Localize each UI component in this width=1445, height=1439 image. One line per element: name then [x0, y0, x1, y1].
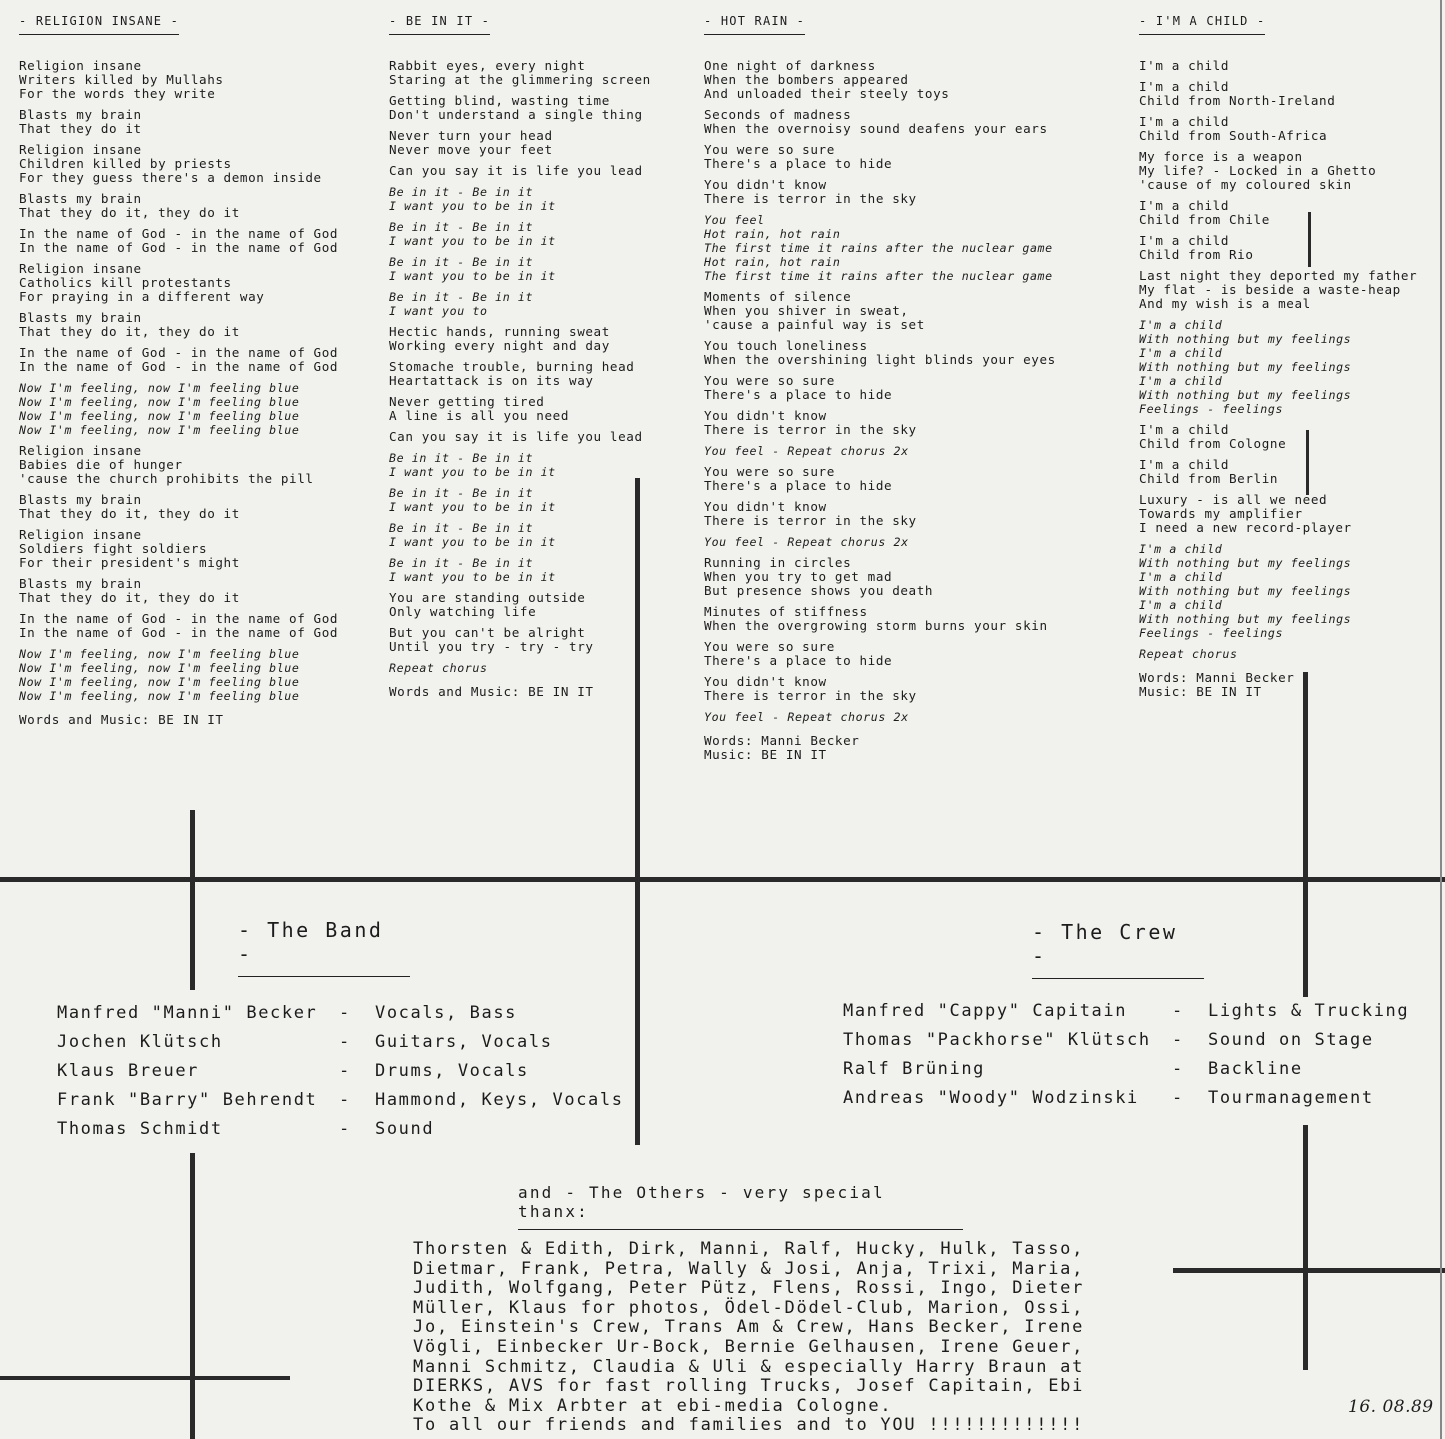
lyric-line: When the overshining light blinds your eyes: [704, 352, 1056, 367]
lyric-line: Feelings - feelings: [1139, 626, 1284, 640]
song-credit: [1139, 671, 1417, 699]
thanks-line: Thorsten & Edith, Dirk, Manni, Ralf, Hucky, Hulk, Tasso,: [413, 1239, 1085, 1259]
lyric-line: There is terror in the sky: [704, 191, 917, 206]
stanza: [1139, 199, 1417, 227]
band-member-name: Frank "Barry" Behrendt: [57, 1090, 318, 1110]
stanza: [1139, 80, 1417, 108]
lyric-line: When you try to get mad: [704, 569, 893, 584]
divider-line: [190, 810, 195, 990]
lyric-line: When the overnoisy sound deafens your ears: [704, 121, 1048, 136]
lyric-line: You were so sure: [704, 639, 835, 654]
lyric-line: With nothing but my feelings: [1139, 388, 1352, 402]
lyric-line: Staring at the glimmering screen: [389, 72, 651, 87]
lyric-line: That they do it, they do it: [19, 324, 240, 339]
song-title: - I'M A CHILD -: [1139, 14, 1265, 35]
lyric-line: Blasts my brain: [19, 492, 142, 507]
lyric-line: I'm a child: [1139, 233, 1230, 248]
lyric-line: Hectic hands, running sweat: [389, 324, 610, 339]
lyric-line: You feel: [704, 213, 765, 227]
stanza: [19, 528, 338, 570]
stanza: [1139, 458, 1417, 486]
lyric-line: Child from Cologne: [1139, 436, 1287, 451]
lyric-line: I want you to be in it: [389, 500, 556, 514]
song-credit: [704, 734, 1056, 762]
lyric-line: Minutes of stiffness: [704, 604, 868, 619]
stanza: [704, 535, 1056, 549]
stanza: [1139, 542, 1417, 640]
lyric-line: Child from Berlin: [1139, 471, 1279, 486]
lyric-line: That they do it: [19, 121, 142, 136]
crew-member-dash: -: [1172, 1088, 1184, 1108]
stanza: [19, 143, 338, 185]
band-member-dash: -: [339, 1032, 351, 1052]
stanza: [1139, 115, 1417, 143]
stanza: [389, 451, 651, 479]
stanza: [389, 591, 651, 619]
band-member-row: [57, 1090, 637, 1119]
lyric-line: Babies die of hunger: [19, 457, 183, 472]
lyric-line: Child from North-Ireland: [1139, 93, 1336, 108]
lyric-line: In the name of God - in the name of God: [19, 226, 339, 241]
lyric-line: But presence shows you death: [704, 583, 934, 598]
crew-member-row: [843, 1088, 1443, 1117]
lyric-line: With nothing but my feelings: [1139, 332, 1352, 346]
lyric-line: I'm a child: [1139, 346, 1223, 360]
lyric-line: With nothing but my feelings: [1139, 584, 1352, 598]
band-member-dash: -: [339, 1003, 351, 1023]
stanza: [1139, 150, 1417, 192]
band-member-dash: -: [339, 1061, 351, 1081]
lyric-line: You feel - Repeat chorus 2x: [704, 710, 909, 724]
stanza: [19, 262, 338, 304]
stanza: [19, 612, 338, 640]
lyric-line: Children killed by priests: [19, 156, 232, 171]
lyric-line: The first time it rains after the nuclear game: [704, 269, 1053, 283]
stanza: [389, 626, 651, 654]
handwritten-date: 16. 08.89: [1348, 1397, 1434, 1417]
stanza: [704, 213, 1056, 283]
lyric-line: I'm a child: [1139, 114, 1230, 129]
band-member-role: Hammond, Keys, Vocals: [375, 1090, 624, 1110]
lyric-line: There's a place to hide: [704, 478, 893, 493]
song-title: - HOT RAIN -: [704, 14, 805, 35]
lyric-line: I'm a child: [1139, 598, 1223, 612]
lyric-line: Never getting tired: [389, 394, 545, 409]
lyric-line: You touch loneliness: [704, 338, 868, 353]
lyric-line: There is terror in the sky: [704, 688, 917, 703]
lyric-line: Towards my amplifier: [1139, 506, 1303, 521]
lyric-line: I want you to be in it: [389, 570, 556, 584]
band-member-dash: -: [339, 1090, 351, 1110]
lyric-line: You are standing outside: [389, 590, 586, 605]
lyric-line: Be in it - Be in it: [389, 521, 534, 535]
stanza: [389, 164, 651, 178]
crew-member-row: [843, 1001, 1443, 1030]
lyric-line: Religion insane: [19, 142, 142, 157]
stanza: [19, 346, 338, 374]
stanza: [704, 444, 1056, 458]
lyric-line: There is terror in the sky: [704, 422, 917, 437]
stanza: [704, 108, 1056, 136]
lyric-line: I'm a child: [1139, 570, 1223, 584]
thanks-line: Jo, Einstein's Crew, Trans Am & Crew, Hans Becker, Irene: [413, 1317, 1085, 1338]
lyric-line: When the bombers appeared: [704, 72, 909, 87]
thanks-line: Kothe & Mix Arbter at ebi-media Cologne.: [413, 1395, 893, 1416]
lyric-line: There's a place to hide: [704, 156, 893, 171]
stanza: [704, 556, 1056, 598]
lyric-line: You didn't know: [704, 499, 827, 514]
lyric-line: Child from South-Africa: [1139, 128, 1328, 143]
lyric-line: You feel - Repeat chorus 2x: [704, 535, 909, 549]
lyric-line: Religion insane: [19, 443, 142, 458]
song-religion-insane: [19, 14, 338, 727]
stanza: [704, 640, 1056, 668]
lyric-line: That they do it, they do it: [19, 506, 240, 521]
lyric-line: Can you say it is life you lead: [389, 429, 643, 444]
lyric-line: You didn't know: [704, 177, 827, 192]
thanks-line: To all our friends and families and to YOU !!!!!!!!!!!!!: [413, 1415, 1085, 1436]
divider-line: [1173, 1268, 1445, 1273]
lyric-line: Moments of silence: [704, 289, 852, 304]
song-credit: [19, 713, 338, 727]
song-hot-rain: [704, 14, 1056, 762]
lyric-line: In the name of God - in the name of God: [19, 625, 339, 640]
stanza: [389, 521, 651, 549]
stanza: [704, 675, 1056, 703]
crew-member-dash: -: [1172, 1059, 1184, 1079]
lyric-line: 'cause a painful way is set: [704, 317, 925, 332]
lyric-line: Be in it - Be in it: [389, 556, 534, 570]
thanks-title: and - The Others - very special thanx:: [518, 1183, 963, 1230]
lyric-line: The first time it rains after the nuclear game: [704, 241, 1053, 255]
stanza: [19, 577, 338, 605]
lyric-line: Stomache trouble, burning head: [389, 359, 635, 374]
crew-member-role: Backline: [1208, 1059, 1303, 1079]
stanza: [19, 227, 338, 255]
stanza: [704, 290, 1056, 332]
band-member-row: [57, 1032, 637, 1061]
lyric-line: Religion insane: [19, 58, 142, 73]
crew-member-name: Manfred "Cappy" Capitain: [843, 1001, 1128, 1021]
lyric-line: You didn't know: [704, 408, 827, 423]
lyric-line: I'm a child: [1139, 374, 1223, 388]
stanza: [1139, 493, 1417, 535]
stanza: [1139, 59, 1417, 73]
thanks-line: Manni Schmitz, Claudia & Uli & especially Harry Braun at: [413, 1356, 1085, 1377]
lyric-line: I'm a child: [1139, 457, 1230, 472]
lyric-line: For they guess there's a demon inside: [19, 170, 322, 185]
lyric-line: Now I'm feeling, now I'm feeling blue: [19, 661, 300, 675]
lyric-line: My life? - Locked in a Ghetto: [1139, 163, 1377, 178]
lyric-line: I'm a child: [1139, 542, 1223, 556]
lyric-line: Writers killed by Mullahs: [19, 72, 224, 87]
lyric-line: I want you to be in it: [389, 465, 556, 479]
stanza: [19, 108, 338, 136]
thanks-text: [413, 1240, 1084, 1436]
lyric-line: In the name of God - in the name of God: [19, 359, 339, 374]
lyric-line: Blasts my brain: [19, 576, 142, 591]
song-title: - RELIGION INSANE -: [19, 14, 179, 35]
lyric-line: In the name of God - in the name of God: [19, 240, 339, 255]
lyric-line: Only watching life: [389, 604, 537, 619]
crew-roster: [843, 1001, 1443, 1117]
stanza: [19, 192, 338, 220]
lyric-line: Child from Rio: [1139, 247, 1254, 262]
lyric-line: When the overgrowing storm burns your skin: [704, 618, 1048, 633]
stanza: [389, 290, 651, 318]
stanza: [389, 661, 651, 675]
lyric-line: 'cause of my coloured skin: [1139, 177, 1352, 192]
lyric-line: I want you to be in it: [389, 234, 556, 248]
lyric-line: You didn't know: [704, 674, 827, 689]
band-title: - The Band -: [238, 918, 410, 977]
song-im-a-child: [1139, 14, 1417, 699]
stanza: [19, 444, 338, 486]
lyric-line: Be in it - Be in it: [389, 451, 534, 465]
lyric-line: 'cause the church prohibits the pill: [19, 471, 314, 486]
lyric-line: Rabbit eyes, every night: [389, 58, 586, 73]
lyric-line: Until you try - try - try: [389, 639, 594, 654]
lyric-line: You were so sure: [704, 373, 835, 388]
lyric-line: Running in circles: [704, 555, 852, 570]
lyric-line: Religion insane: [19, 527, 142, 542]
lyric-line: I want you to be in it: [389, 535, 556, 549]
crew-member-role: Sound on Stage: [1208, 1030, 1374, 1050]
lyric-line: I'm a child: [1139, 58, 1230, 73]
stanza: [389, 430, 651, 444]
lyric-line: Working every night and day: [389, 338, 610, 353]
credit-line: Words: Manni Becker: [1139, 670, 1295, 685]
song-credit: [389, 685, 651, 699]
stanza: [19, 311, 338, 339]
band-member-name: Thomas Schmidt: [57, 1119, 223, 1139]
stanza: [704, 143, 1056, 171]
lyric-line: I want you to be in it: [389, 199, 556, 213]
divider-line: [1303, 672, 1308, 997]
stanza: [704, 59, 1056, 101]
stanza: [704, 710, 1056, 724]
credit-line: Music: BE IN IT: [704, 747, 827, 762]
lyric-line: Soldiers fight soldiers: [19, 541, 208, 556]
lyric-line: A line is all you need: [389, 408, 570, 423]
lyric-line: But you can't be alright: [389, 625, 586, 640]
lyric-line: Blasts my brain: [19, 191, 142, 206]
lyric-line: Be in it - Be in it: [389, 486, 534, 500]
band-member-row: [57, 1119, 637, 1148]
stanza: [1139, 234, 1417, 262]
stanza: [389, 185, 651, 213]
crew-member-name: Andreas "Woody" Wodzinski: [843, 1088, 1139, 1108]
stanza: [704, 605, 1056, 633]
credit-line: Words and Music: BE IN IT: [389, 684, 594, 699]
stanza: [704, 500, 1056, 528]
lyric-line: And unloaded their steely toys: [704, 86, 950, 101]
lyric-line: Can you say it is life you lead: [389, 163, 643, 178]
stanza: [389, 255, 651, 283]
lyric-line: With nothing but my feelings: [1139, 612, 1352, 626]
lyric-line: I'm a child: [1139, 318, 1223, 332]
thanks-line: Judith, Wolfgang, Peter Pütz, Flens, Rossi, Ingo, Dieter: [413, 1278, 1085, 1299]
thanks-line: Vögli, Einbecker Ur-Bock, Bernie Gelhausen, Irene Geuer,: [413, 1336, 1085, 1357]
crew-member-dash: -: [1172, 1001, 1184, 1021]
divider-line: [0, 1376, 290, 1380]
stanza: [1139, 269, 1417, 311]
stanza: [1139, 423, 1417, 451]
lyric-line: There's a place to hide: [704, 387, 893, 402]
lyric-line: Now I'm feeling, now I'm feeling blue: [19, 689, 300, 703]
stanza: [704, 465, 1056, 493]
crew-member-role: Lights & Trucking: [1208, 1001, 1410, 1021]
stanza: [19, 59, 338, 101]
lyric-line: Hot rain, hot rain: [704, 255, 841, 269]
stanza: [389, 59, 651, 87]
stanza: [19, 647, 338, 703]
lyric-line: Now I'm feeling, now I'm feeling blue: [19, 423, 300, 437]
lyric-line: I'm a child: [1139, 422, 1230, 437]
band-member-name: Manfred "Manni" Becker: [57, 1003, 318, 1023]
lyric-line: I want you to be in it: [389, 269, 556, 283]
lyric-line: Feelings - feelings: [1139, 402, 1284, 416]
thanks-line: Dietmar, Frank, Petra, Wally & Josi, Anja, Trixi, Maria,: [413, 1258, 1085, 1279]
stanza: [389, 360, 651, 388]
lyric-line: And my wish is a meal: [1139, 296, 1311, 311]
lyric-line: Now I'm feeling, now I'm feeling blue: [19, 409, 300, 423]
divider-line: [190, 1153, 195, 1439]
stanza: [389, 220, 651, 248]
crew-member-row: [843, 1059, 1443, 1088]
credit-line: Words: Manni Becker: [704, 733, 860, 748]
lyric-line: Last night they deported my father: [1139, 268, 1418, 283]
lyric-line: With nothing but my feelings: [1139, 556, 1352, 570]
lyric-line: Don't understand a single thing: [389, 107, 643, 122]
band-member-role: Drums, Vocals: [375, 1061, 529, 1081]
lyric-line: There's a place to hide: [704, 653, 893, 668]
lyric-line: You were so sure: [704, 142, 835, 157]
stanza: [389, 129, 651, 157]
lyric-line: You were so sure: [704, 464, 835, 479]
lyric-line: Blasts my brain: [19, 107, 142, 122]
stanza: [704, 409, 1056, 437]
lyric-line: When you shiver in sweat,: [704, 303, 909, 318]
lyric-line: Repeat chorus: [389, 661, 488, 675]
lyric-line: Repeat chorus: [1139, 647, 1238, 661]
lyric-line: Luxury - is all we need: [1139, 492, 1328, 507]
crew-member-row: [843, 1030, 1443, 1059]
song-title: - BE IN IT -: [389, 14, 490, 35]
lyric-line: I'm a child: [1139, 198, 1230, 213]
credit-line: Words and Music: BE IN IT: [19, 712, 224, 727]
band-member-role: Sound: [375, 1119, 435, 1139]
stanza: [19, 493, 338, 521]
band-roster: [57, 1003, 637, 1148]
lyric-line: Religion insane: [19, 261, 142, 276]
stanza: [1139, 318, 1417, 416]
lyric-line: Never turn your head: [389, 128, 553, 143]
lyric-line: Now I'm feeling, now I'm feeling blue: [19, 395, 300, 409]
stanza: [389, 325, 651, 353]
divider-line: [1303, 1125, 1308, 1370]
lyric-line: Heartattack is on its way: [389, 373, 594, 388]
lyric-line: Now I'm feeling, now I'm feeling blue: [19, 647, 300, 661]
thanks-line: DIERKS, AVS for fast rolling Trucks, Josef Capitain, Ebi: [413, 1376, 1085, 1397]
lyric-line: My force is a weapon: [1139, 149, 1303, 164]
lyric-line: For the words they write: [19, 86, 216, 101]
band-member-name: Klaus Breuer: [57, 1061, 200, 1081]
divider-line: [0, 877, 1445, 882]
band-member-row: [57, 1003, 637, 1032]
lyric-line: Seconds of madness: [704, 107, 852, 122]
stanza: [1139, 647, 1417, 661]
band-member-dash: -: [339, 1119, 351, 1139]
stanza: [704, 374, 1056, 402]
lyric-line: My flat - is beside a waste-heap: [1139, 282, 1401, 297]
lyric-line: There is terror in the sky: [704, 513, 917, 528]
stanza: [389, 94, 651, 122]
crew-member-role: Tourmanagement: [1208, 1088, 1374, 1108]
lyric-line: Child from Chile: [1139, 212, 1270, 227]
lyric-line: For praying in a different way: [19, 289, 265, 304]
crew-title: - The Crew -: [1032, 920, 1204, 979]
page-edge: [1440, 0, 1442, 1439]
crew-member-name: Thomas "Packhorse" Klütsch: [843, 1030, 1151, 1050]
lyric-line: In the name of God - in the name of God: [19, 345, 339, 360]
crew-member-dash: -: [1172, 1030, 1184, 1050]
lyric-line: In the name of God - in the name of God: [19, 611, 339, 626]
lyric-line: Blasts my brain: [19, 310, 142, 325]
band-member-role: Guitars, Vocals: [375, 1032, 553, 1052]
lyric-line: Be in it - Be in it: [389, 220, 534, 234]
lyric-line: I need a new record-player: [1139, 520, 1352, 535]
stanza: [19, 381, 338, 437]
lyric-line: Be in it - Be in it: [389, 255, 534, 269]
lyric-line: Now I'm feeling, now I'm feeling blue: [19, 381, 300, 395]
band-member-role: Vocals, Bass: [375, 1003, 518, 1023]
lyric-line: Getting blind, wasting time: [389, 93, 610, 108]
thanks-line: Müller, Klaus for photos, Ödel-Dödel-Club, Marion, Ossi,: [413, 1297, 1085, 1318]
lyric-line: I'm a child: [1139, 79, 1230, 94]
lyric-line: Never move your feet: [389, 142, 553, 157]
lyric-line: Now I'm feeling, now I'm feeling blue: [19, 675, 300, 689]
stanza: [389, 395, 651, 423]
lyric-line: With nothing but my feelings: [1139, 360, 1352, 374]
stanza: [704, 339, 1056, 367]
lyric-line: That they do it, they do it: [19, 590, 240, 605]
lyric-line: One night of darkness: [704, 58, 876, 73]
stanza: [704, 178, 1056, 206]
lyric-line: Hot rain, hot rain: [704, 227, 841, 241]
stanza: [389, 556, 651, 584]
song-be-in-it: [389, 14, 651, 699]
band-member-row: [57, 1061, 637, 1090]
lyric-line: For their president's might: [19, 555, 240, 570]
lyric-line: That they do it, they do it: [19, 205, 240, 220]
band-member-name: Jochen Klütsch: [57, 1032, 223, 1052]
credit-line: Music: BE IN IT: [1139, 684, 1262, 699]
lyric-line: I want you to: [389, 304, 488, 318]
stanza: [389, 486, 651, 514]
lyric-line: Be in it - Be in it: [389, 290, 534, 304]
lyric-line: You feel - Repeat chorus 2x: [704, 444, 909, 458]
crew-member-name: Ralf Brüning: [843, 1059, 986, 1079]
lyric-line: Be in it - Be in it: [389, 185, 534, 199]
lyric-line: Catholics kill protestants: [19, 275, 232, 290]
